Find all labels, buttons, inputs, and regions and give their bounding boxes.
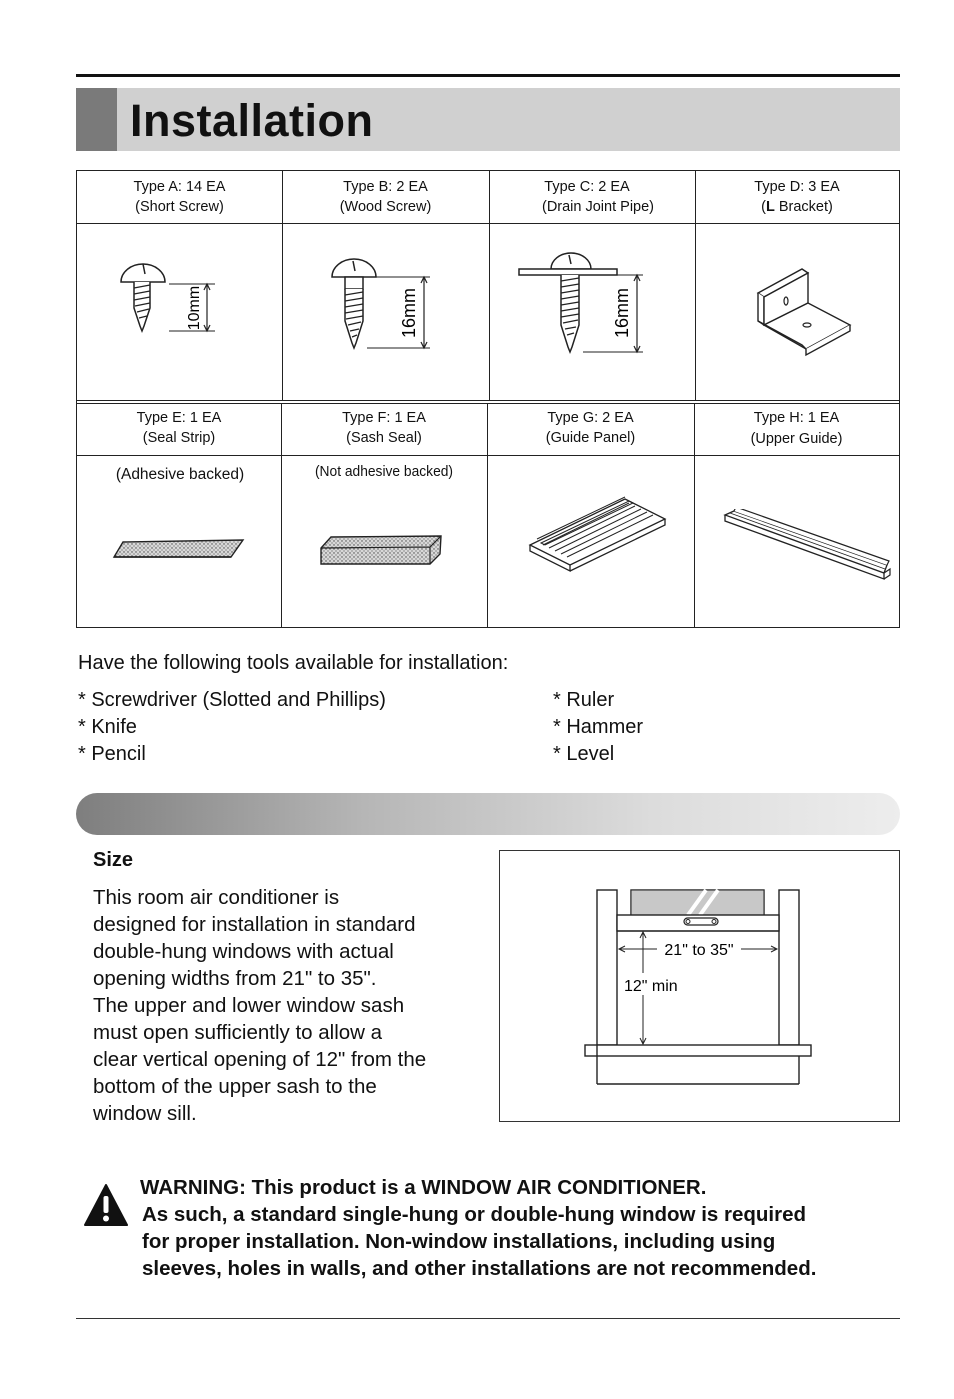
part-f-name: (Sash Seal) — [346, 430, 422, 446]
top-rule — [76, 74, 900, 77]
part-a-type: Type A: 14 EA — [133, 179, 226, 195]
section-divider-bar — [76, 793, 900, 835]
short-screw-icon — [107, 256, 227, 341]
part-h-name: (Upper Guide) — [750, 431, 843, 447]
part-g-header — [487, 408, 694, 448]
part-a-dimension: 10mm — [186, 285, 203, 331]
size-paragraph — [93, 884, 473, 1127]
part-c-dimension: 16mm — [612, 287, 632, 339]
part-e-name: (Seal Strip) — [142, 430, 216, 446]
seal-strip-icon — [111, 531, 246, 561]
part-a-name: (Short Screw) — [135, 199, 224, 215]
upper-guide-icon — [722, 509, 892, 584]
title-tab — [76, 88, 117, 151]
window-drawing — [500, 851, 899, 1121]
tool-item-pencil: * Pencil — [78, 743, 146, 765]
part-c-type: Type C: 2 EA — [544, 179, 630, 195]
tool-item-ruler: * Ruler — [553, 689, 615, 711]
wood-screw-icon — [317, 251, 437, 356]
bottom-rule — [76, 1318, 900, 1319]
part-b-dimension: 16mm — [399, 287, 419, 339]
part-f-header — [281, 408, 487, 448]
size-line: clear vertical opening of 12" from the — [93, 1048, 427, 1071]
sash-seal-icon — [317, 528, 447, 568]
warning-line: As such, a standard single-hung or double-hung window is required — [142, 1203, 807, 1226]
part-b-name: (Wood Screw) — [339, 199, 432, 215]
part-e-header — [77, 408, 281, 448]
page-title: Installation — [130, 95, 374, 146]
size-line: The upper and lower window sash — [93, 994, 405, 1017]
warning-line: for proper installation. Non-window installations, including using — [142, 1230, 776, 1253]
drain-joint-pipe-icon — [517, 249, 652, 359]
part-d-type: Type D: 3 EA — [754, 179, 840, 195]
height-min-label: 12" min — [624, 978, 678, 995]
part-b-header — [282, 177, 489, 217]
part-e-note: (Adhesive backed) — [115, 466, 245, 483]
part-h-header — [694, 408, 899, 449]
size-line: designed for installation in standard — [93, 913, 416, 936]
part-d-header — [695, 177, 899, 217]
size-line: must open sufficiently to allow a — [93, 1021, 383, 1044]
size-heading: Size — [93, 849, 134, 871]
tool-item-screwdriver: * Screwdriver (Slotted and Phillips) — [78, 689, 386, 711]
warning-text — [140, 1174, 816, 1282]
warning-line: WARNING: This product is a WINDOW AIR CONDITIONER. — [140, 1176, 707, 1199]
part-c-header — [489, 177, 695, 217]
part-f-type: Type F: 1 EA — [342, 410, 426, 426]
guide-panel-icon — [525, 493, 670, 573]
part-d-name: (L Bracket) — [761, 199, 833, 215]
part-h-type: Type H: 1 EA — [753, 410, 840, 426]
warning-triangle-icon — [83, 1183, 129, 1227]
part-f-note: (Not adhesive backed) — [314, 463, 454, 480]
part-a-header — [77, 177, 282, 217]
l-bracket-icon — [752, 263, 862, 358]
window-diagram — [499, 850, 900, 1122]
part-g-type: Type G: 2 EA — [547, 410, 634, 426]
tool-item-level: * Level — [553, 743, 615, 765]
part-b-type: Type B: 2 EA — [343, 179, 428, 195]
part-g-name: (Guide Panel) — [545, 430, 636, 446]
part-c-name: (Drain Joint Pipe) — [541, 199, 654, 215]
width-range-label: 21" to 35" — [664, 942, 734, 959]
tools-intro: Have the following tools available for installation: — [78, 652, 509, 674]
tool-item-hammer: * Hammer — [553, 716, 644, 738]
size-line: opening widths from 21" to 35". — [93, 967, 377, 990]
warning-line: sleeves, holes in walls, and other installations are not recommended. — [142, 1257, 817, 1280]
part-e-type: Type E: 1 EA — [136, 410, 222, 426]
size-line: This room air conditioner is — [93, 886, 340, 909]
size-line: window sill. — [93, 1102, 197, 1125]
tool-item-knife: * Knife — [78, 716, 137, 738]
title-bar — [76, 88, 900, 151]
size-line: double-hung windows with actual — [93, 940, 394, 963]
size-line: bottom of the upper sash to the — [93, 1075, 377, 1098]
parts-table — [76, 170, 900, 628]
